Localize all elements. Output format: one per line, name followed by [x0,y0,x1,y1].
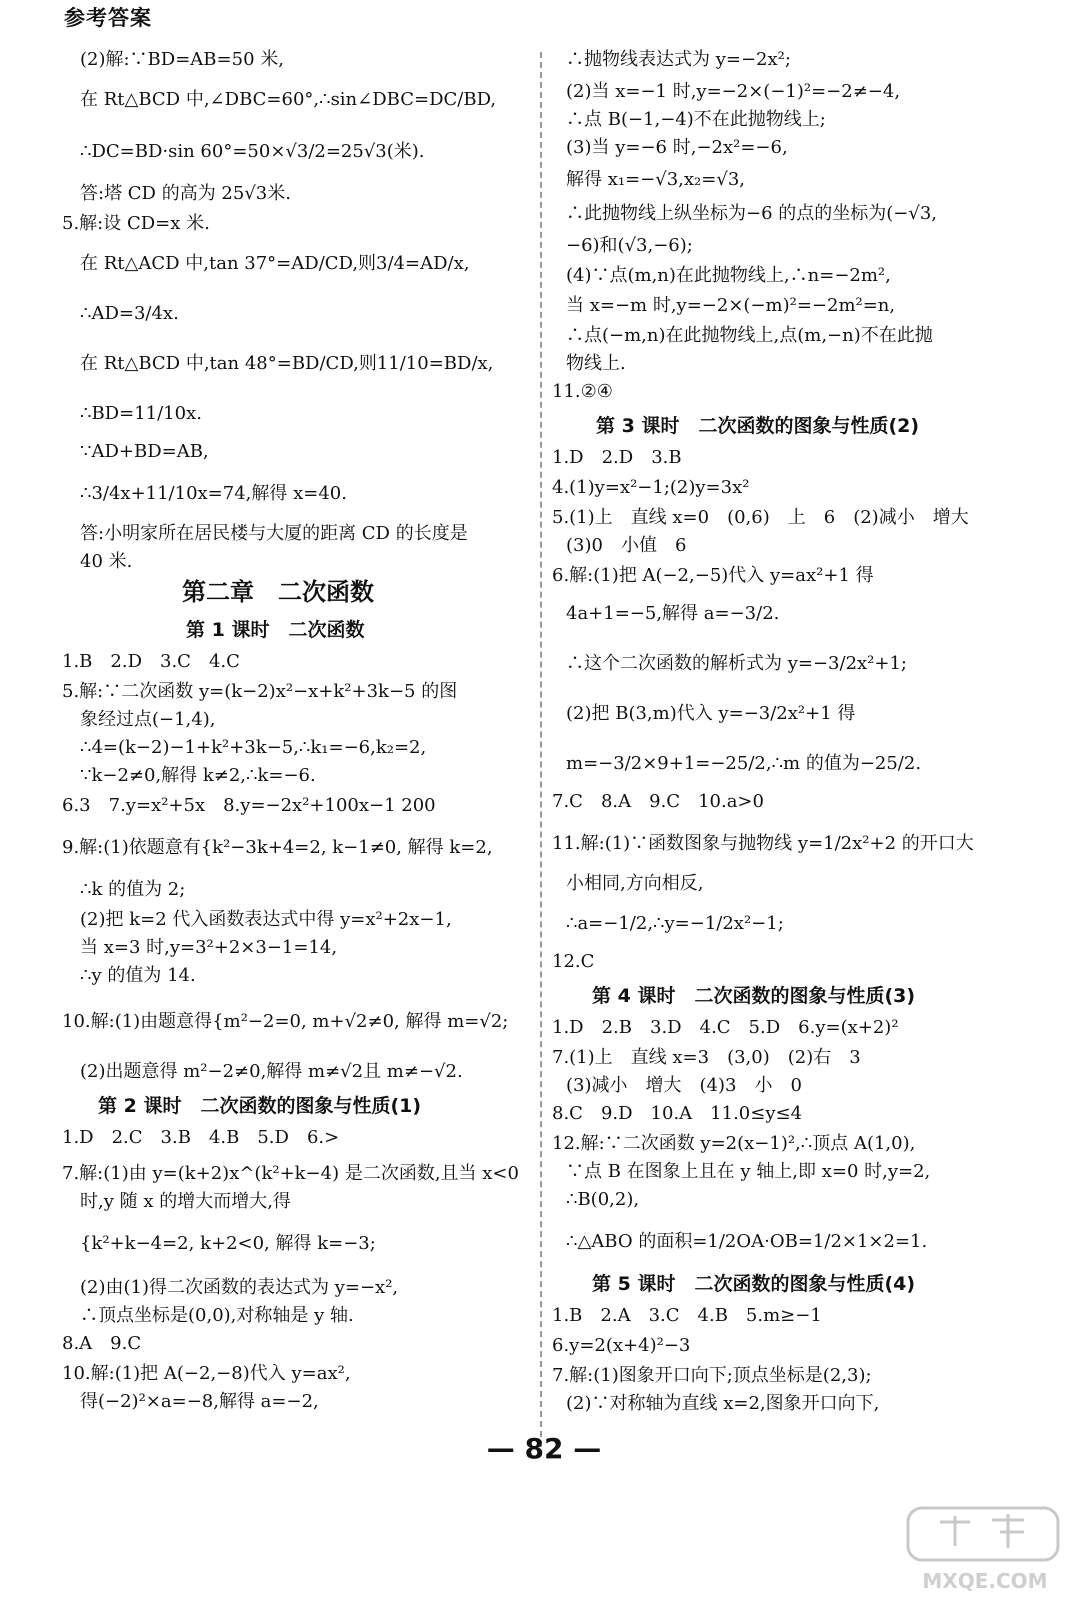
answer-line: 在 Rt△BCD 中,tan 48°=BD/CD,则11/10=BD/x, [80,353,494,374]
answer-line: 5.解:设 CD=x 米. [62,213,210,234]
answer-line: ∴y 的值为 14. [80,965,196,986]
answer-line: 4a+1=−5,解得 a=−3/2. [566,603,780,624]
answer-line: m=−3/2×9+1=−25/2,∴m 的值为−25/2. [566,753,922,774]
answer-line: 11.②④ [552,381,613,402]
answer-line: ∵点 B 在图象上且在 y 轴上,即 x=0 时,y=2, [566,1161,931,1182]
answer-line: 12.C [552,951,595,972]
answer-line: 1.D 2.B 3.D 4.C 5.D 6.y=(x+2)² [552,1017,899,1038]
answer-line: 7.(1)上 直线 x=3 (3,0) (2)右 3 [552,1047,861,1068]
answer-line: 8.A 9.C [62,1333,142,1354]
section-heading: 第 1 课时 二次函数 [186,619,365,641]
answer-line: 答:小明家所在居民楼与大厦的距离 CD 的长度是 [80,523,468,544]
answer-line: (2)解:∵BD=AB=50 米, [80,49,284,70]
answer-line: 6.解:(1)把 A(−2,−5)代入 y=ax²+1 得 [552,565,874,586]
answer-line: 12.解:∵二次函数 y=2(x−1)²,∴顶点 A(1,0), [552,1133,916,1154]
answer-line: ∴此抛物线上纵坐标为−6 的点的坐标为(−√3, [566,203,938,224]
answer-line: 6.y=2(x+4)²−3 [552,1335,691,1356]
answer-line: 40 米. [80,551,133,572]
section-heading: 第 3 课时 二次函数的图象与性质(2) [596,415,920,437]
answer-line: 9.解:(1)依题意有{k²−3k+4=2, k−1≠0, 解得 k=2, [62,837,493,858]
answer-line: 11.解:(1)∵函数图象与抛物线 y=1/2x²+2 的开口大 [552,833,974,854]
answer-line: 6.3 7.y=x²+5x 8.y=−2x²+100x−1 200 [62,795,436,816]
answer-line: ∴B(0,2), [566,1189,640,1210]
answer-line: 物线上. [566,353,626,374]
answer-line: 5.解:∵二次函数 y=(k−2)x²−x+k²+3k−5 的图 [62,681,458,702]
answer-line: ∴这个二次函数的解析式为 y=−3/2x²+1; [566,653,907,674]
answer-line: 在 Rt△BCD 中,∠DBC=60°,∴sin∠DBC=DC/BD, [80,89,497,110]
answer-line: ∴3/4x+11/10x=74,解得 x=40. [80,483,347,504]
watermark-logo-icon [900,1502,1070,1594]
answer-line: (2)当 x=−1 时,y=−2×(−1)²=−2≠−4, [566,81,901,102]
page-header: 参考答案 [64,6,152,30]
answer-line: 小相同,方向相反, [566,873,704,894]
answer-line: (3)减小 增大 (4)3 小 0 [566,1075,802,1096]
answer-line: 7.解:(1)图象开口向下;顶点坐标是(2,3); [552,1365,872,1386]
answer-line: (3)当 y=−6 时,−2x²=−6, [566,137,788,158]
answer-line: 10.解:(1)把 A(−2,−8)代入 y=ax², [62,1363,351,1384]
answer-line: 解得 x₁=−√3,x₂=√3, [566,169,745,190]
answer-line: 4.(1)y=x²−1;(2)y=3x² [552,477,750,498]
answer-line: 象经过点(−1,4), [80,709,216,730]
answer-line: 7.C 8.A 9.C 10.a>0 [552,791,764,812]
section-heading: 第 4 课时 二次函数的图象与性质(3) [592,985,916,1007]
svg-text:MXQE.COM: MXQE.COM [922,1569,1048,1593]
answer-line: ∴DC=BD·sin 60°=50×√3/2=25√3(米). [80,141,425,162]
answer-line: ∴顶点坐标是(0,0),对称轴是 y 轴. [80,1305,354,1326]
answer-line: ∴△ABO 的面积=1/2OA·OB=1/2×1×2=1. [566,1231,928,1252]
answer-line: (2)出题意得 m²−2≠0,解得 m≠√2且 m≠−√2. [80,1061,463,1082]
answer-line: −6)和(√3,−6); [566,235,693,256]
answer-line: 答:塔 CD 的高为 25√3米. [80,183,291,204]
answer-line: 1.B 2.D 3.C 4.C [62,651,240,672]
section-heading: 第二章 二次函数 [182,578,374,606]
answer-line: ∴a=−1/2,∴y=−1/2x²−1; [566,913,784,934]
answer-line: ∴k 的值为 2; [80,879,186,900]
section-heading: 第 5 课时 二次函数的图象与性质(4) [592,1273,916,1295]
answer-line: ∴BD=11/10x. [80,403,202,424]
answer-line: ∴点 B(−1,−4)不在此抛物线上; [566,109,826,130]
answer-line: 当 x=3 时,y=3²+2×3−1=14, [80,937,338,958]
answer-line: (3)0 小值 6 [566,535,687,556]
answer-line: 1.B 2.A 3.C 4.B 5.m≥−1 [552,1305,822,1326]
answer-line: 1.D 2.C 3.B 4.B 5.D 6.> [62,1127,340,1148]
answer-line: ∴AD=3/4x. [80,303,179,324]
answer-line: ∴抛物线表达式为 y=−2x²; [566,49,791,70]
answer-line: 在 Rt△ACD 中,tan 37°=AD/CD,则3/4=AD/x, [80,253,470,274]
column-divider [540,52,542,1447]
answer-line: 得(−2)²×a=−8,解得 a=−2, [80,1391,319,1412]
answer-line: (2)由(1)得二次函数的表达式为 y=−x², [80,1277,399,1298]
answer-line: ∴点(−m,n)在此抛物线上,点(m,−n)不在此抛 [566,325,933,346]
answer-line: (2)∵对称轴为直线 x=2,图象开口向下, [566,1393,880,1414]
answer-line: 时,y 随 x 的增大而增大,得 [80,1191,291,1212]
answer-line: (2)把 k=2 代入函数表达式中得 y=x²+2x−1, [80,909,452,930]
answer-line: {k²+k−4=2, k+2<0, 解得 k=−3; [80,1233,376,1254]
answer-line: 8.C 9.D 10.A 11.0≤y≤4 [552,1103,803,1124]
answer-line: ∵AD+BD=AB, [80,441,209,462]
answer-line: 10.解:(1)由题意得{m²−2=0, m+√2≠0, 解得 m=√2; [62,1011,509,1032]
answer-line: (4)∵点(m,n)在此抛物线上,∴n=−2m², [566,265,891,286]
answer-line: 7.解:(1)由 y=(k+2)x^(k²+k−4) 是二次函数,且当 x<0 [62,1163,519,1184]
answer-line: 当 x=−m 时,y=−2×(−m)²=−2m²=n, [566,295,896,316]
answer-line: ∵k−2≠0,解得 k≠2,∴k=−6. [80,765,316,786]
answer-line: 5.(1)上 直线 x=0 (0,6) 上 6 (2)减小 增大 [552,507,969,528]
page-number: — 82 — [486,1432,602,1465]
section-heading: 第 2 课时 二次函数的图象与性质(1) [98,1095,422,1117]
answer-line: (2)把 B(3,m)代入 y=−3/2x²+1 得 [566,703,856,724]
answer-line: 1.D 2.D 3.B [552,447,682,468]
answer-line: ∴4=(k−2)−1+k²+3k−5,∴k₁=−6,k₂=2, [80,737,427,758]
